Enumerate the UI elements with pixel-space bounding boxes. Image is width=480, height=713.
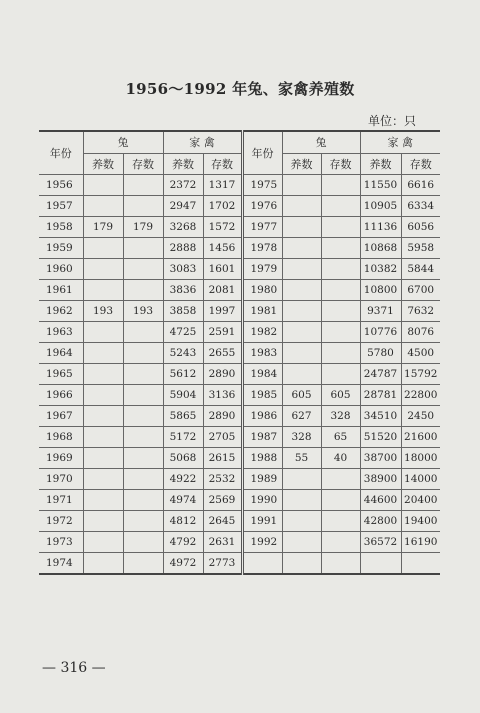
poultry-raise-cell: 28781 xyxy=(360,385,401,406)
poultry-stock-cell: 5844 xyxy=(401,259,440,280)
poultry-raise-cell: 44600 xyxy=(360,490,401,511)
year-cell: 1956 xyxy=(39,175,83,196)
rabbit-stock-cell xyxy=(123,385,163,406)
year-cell: 1969 xyxy=(39,448,83,469)
rabbit-stock-cell xyxy=(123,343,163,364)
header-year: 年份 xyxy=(39,131,83,175)
rabbit-raise-cell xyxy=(83,196,123,217)
poultry-raise-cell: 38700 xyxy=(360,448,401,469)
rabbit-raise-cell xyxy=(282,322,321,343)
rabbit-raise-cell xyxy=(83,343,123,364)
year-cell: 1976 xyxy=(242,196,282,217)
poultry-raise-cell: 51520 xyxy=(360,427,401,448)
poultry-stock-cell: 2450 xyxy=(401,406,440,427)
year-cell: 1960 xyxy=(39,259,83,280)
rabbit-stock-cell xyxy=(321,196,360,217)
table-row xyxy=(39,322,440,343)
rabbit-raise-cell xyxy=(282,196,321,217)
year-cell: 1992 xyxy=(242,532,282,553)
table-row xyxy=(39,385,440,406)
header-raise: 养数 xyxy=(282,153,321,175)
page-number: — 316 — xyxy=(42,660,106,676)
poultry-stock-cell: 1572 xyxy=(203,217,242,238)
poultry-stock-cell: 2655 xyxy=(203,343,242,364)
rabbit-raise-cell: 55 xyxy=(282,448,321,469)
poultry-stock-cell: 2569 xyxy=(203,490,242,511)
rabbit-raise-cell xyxy=(282,343,321,364)
header-poultry: 家 禽 xyxy=(360,131,440,153)
poultry-raise-cell: 10905 xyxy=(360,196,401,217)
poultry-raise-cell: 38900 xyxy=(360,469,401,490)
poultry-raise-cell: 3836 xyxy=(163,280,203,301)
unit-label: 单位：只 xyxy=(368,114,417,128)
table-row xyxy=(39,343,440,364)
poultry-raise-cell: 5243 xyxy=(163,343,203,364)
year-cell: 1981 xyxy=(242,301,282,322)
rabbit-raise-cell xyxy=(282,532,321,553)
year-cell: 1977 xyxy=(242,217,282,238)
poultry-stock-cell: 2591 xyxy=(203,322,242,343)
rabbit-raise-cell xyxy=(83,511,123,532)
table-body xyxy=(39,175,440,575)
poultry-raise-cell: 42800 xyxy=(360,511,401,532)
rabbit-stock-cell: 193 xyxy=(123,301,163,322)
year-cell: 1989 xyxy=(242,469,282,490)
poultry-raise-cell: 4792 xyxy=(163,532,203,553)
header-rabbit: 兔 xyxy=(282,131,360,153)
poultry-stock-cell: 6334 xyxy=(401,196,440,217)
poultry-stock-cell: 1702 xyxy=(203,196,242,217)
poultry-stock-cell: 2532 xyxy=(203,469,242,490)
table-row xyxy=(39,406,440,427)
poultry-stock-cell xyxy=(401,553,440,575)
poultry-stock-cell: 5958 xyxy=(401,238,440,259)
year-cell: 1959 xyxy=(39,238,83,259)
rabbit-stock-cell xyxy=(321,322,360,343)
poultry-raise-cell: 2947 xyxy=(163,196,203,217)
year-cell: 1966 xyxy=(39,385,83,406)
poultry-raise-cell: 2888 xyxy=(163,238,203,259)
header-stock: 存数 xyxy=(401,153,440,175)
rabbit-raise-cell: 605 xyxy=(282,385,321,406)
table-row xyxy=(39,490,440,511)
poultry-stock-cell: 2645 xyxy=(203,511,242,532)
rabbit-stock-cell xyxy=(123,406,163,427)
rabbit-stock-cell: 65 xyxy=(321,427,360,448)
table-row xyxy=(39,280,440,301)
table-row xyxy=(39,238,440,259)
rabbit-stock-cell xyxy=(123,469,163,490)
rabbit-raise-cell xyxy=(83,280,123,301)
poultry-stock-cell: 2705 xyxy=(203,427,242,448)
poultry-raise-cell xyxy=(360,553,401,575)
poultry-stock-cell: 22800 xyxy=(401,385,440,406)
poultry-stock-cell: 2890 xyxy=(203,364,242,385)
rabbit-raise-cell xyxy=(282,217,321,238)
rabbit-stock-cell xyxy=(321,553,360,575)
rabbit-stock-cell xyxy=(123,364,163,385)
poultry-raise-cell: 4974 xyxy=(163,490,203,511)
table-row xyxy=(39,364,440,385)
rabbit-raise-cell xyxy=(83,259,123,280)
poultry-raise-cell: 3858 xyxy=(163,301,203,322)
year-cell: 1967 xyxy=(39,406,83,427)
year-cell: 1972 xyxy=(39,511,83,532)
rabbit-raise-cell xyxy=(282,469,321,490)
year-cell: 1965 xyxy=(39,364,83,385)
poultry-raise-cell: 10776 xyxy=(360,322,401,343)
page-title: 1956～1992 年兔、家禽养殖数 xyxy=(125,80,355,98)
rabbit-stock-cell: 40 xyxy=(321,448,360,469)
year-cell: 1963 xyxy=(39,322,83,343)
poultry-raise-cell: 5068 xyxy=(163,448,203,469)
poultry-raise-cell: 2372 xyxy=(163,175,203,196)
rabbit-stock-cell xyxy=(321,238,360,259)
rabbit-stock-cell xyxy=(321,175,360,196)
poultry-raise-cell: 34510 xyxy=(360,406,401,427)
rabbit-raise-cell xyxy=(282,301,321,322)
rabbit-stock-cell xyxy=(321,301,360,322)
rabbit-raise-cell xyxy=(282,511,321,532)
year-cell: 1990 xyxy=(242,490,282,511)
rabbit-stock-cell xyxy=(123,238,163,259)
rabbit-stock-cell xyxy=(321,280,360,301)
poultry-raise-cell: 11550 xyxy=(360,175,401,196)
header-raise: 养数 xyxy=(83,153,123,175)
poultry-stock-cell: 2081 xyxy=(203,280,242,301)
rabbit-raise-cell: 328 xyxy=(282,427,321,448)
rabbit-raise-cell xyxy=(83,532,123,553)
poultry-stock-cell: 18000 xyxy=(401,448,440,469)
rabbit-raise-cell xyxy=(83,322,123,343)
table-row xyxy=(39,511,440,532)
poultry-stock-cell: 2890 xyxy=(203,406,242,427)
rabbit-stock-cell: 605 xyxy=(321,385,360,406)
rabbit-stock-cell xyxy=(123,448,163,469)
year-cell: 1970 xyxy=(39,469,83,490)
poultry-stock-cell: 16190 xyxy=(401,532,440,553)
rabbit-stock-cell xyxy=(123,532,163,553)
rabbit-raise-cell xyxy=(83,406,123,427)
table-row xyxy=(39,175,440,196)
year-cell: 1968 xyxy=(39,427,83,448)
header-stock: 存数 xyxy=(203,153,242,175)
rabbit-raise-cell xyxy=(83,238,123,259)
poultry-stock-cell: 2773 xyxy=(203,553,242,575)
poultry-raise-cell: 10800 xyxy=(360,280,401,301)
rabbit-stock-cell xyxy=(321,217,360,238)
poultry-stock-cell: 6616 xyxy=(401,175,440,196)
poultry-raise-cell: 5172 xyxy=(163,427,203,448)
rabbit-raise-cell xyxy=(83,175,123,196)
header-stock: 存数 xyxy=(123,153,163,175)
rabbit-stock-cell xyxy=(321,343,360,364)
rabbit-stock-cell xyxy=(123,175,163,196)
rabbit-raise-cell xyxy=(282,238,321,259)
year-cell: 1962 xyxy=(39,301,83,322)
rabbit-raise-cell: 179 xyxy=(83,217,123,238)
poultry-raise-cell: 9371 xyxy=(360,301,401,322)
table-row xyxy=(39,196,440,217)
rabbit-raise-cell xyxy=(83,469,123,490)
table-row xyxy=(39,553,440,575)
rabbit-stock-cell xyxy=(123,322,163,343)
table-row xyxy=(39,448,440,469)
poultry-stock-cell: 3136 xyxy=(203,385,242,406)
poultry-stock-cell: 4500 xyxy=(401,343,440,364)
table-row xyxy=(39,259,440,280)
year-cell: 1975 xyxy=(242,175,282,196)
rabbit-raise-cell: 627 xyxy=(282,406,321,427)
poultry-stock-cell: 1601 xyxy=(203,259,242,280)
poultry-stock-cell: 21600 xyxy=(401,427,440,448)
year-cell: 1988 xyxy=(242,448,282,469)
rabbit-raise-cell xyxy=(282,259,321,280)
year-cell: 1974 xyxy=(39,553,83,575)
header-poultry: 家 禽 xyxy=(163,131,242,153)
livestock-table xyxy=(39,130,440,575)
rabbit-raise-cell xyxy=(83,490,123,511)
rabbit-raise-cell xyxy=(83,385,123,406)
rabbit-stock-cell xyxy=(123,196,163,217)
header-rabbit: 兔 xyxy=(83,131,163,153)
year-cell: 1983 xyxy=(242,343,282,364)
rabbit-raise-cell xyxy=(83,364,123,385)
poultry-stock-cell: 19400 xyxy=(401,511,440,532)
rabbit-raise-cell xyxy=(282,490,321,511)
poultry-raise-cell: 4922 xyxy=(163,469,203,490)
poultry-stock-cell: 2615 xyxy=(203,448,242,469)
poultry-raise-cell: 3083 xyxy=(163,259,203,280)
year-cell: 1961 xyxy=(39,280,83,301)
poultry-stock-cell: 20400 xyxy=(401,490,440,511)
year-cell: 1971 xyxy=(39,490,83,511)
header-stock: 存数 xyxy=(321,153,360,175)
rabbit-raise-cell xyxy=(282,553,321,575)
rabbit-stock-cell: 179 xyxy=(123,217,163,238)
poultry-raise-cell: 10382 xyxy=(360,259,401,280)
year-cell: 1973 xyxy=(39,532,83,553)
rabbit-raise-cell xyxy=(83,448,123,469)
table-row xyxy=(39,427,440,448)
year-cell: 1985 xyxy=(242,385,282,406)
rabbit-raise-cell xyxy=(282,280,321,301)
poultry-raise-cell: 4972 xyxy=(163,553,203,575)
year-cell: 1979 xyxy=(242,259,282,280)
poultry-stock-cell: 6056 xyxy=(401,217,440,238)
poultry-raise-cell: 4725 xyxy=(163,322,203,343)
rabbit-stock-cell xyxy=(321,511,360,532)
rabbit-stock-cell xyxy=(123,490,163,511)
poultry-stock-cell: 8076 xyxy=(401,322,440,343)
rabbit-stock-cell xyxy=(321,364,360,385)
rabbit-stock-cell: 328 xyxy=(321,406,360,427)
year-cell: 1991 xyxy=(242,511,282,532)
rabbit-stock-cell xyxy=(123,259,163,280)
rabbit-stock-cell xyxy=(321,469,360,490)
year-cell: 1987 xyxy=(242,427,282,448)
header-year: 年份 xyxy=(242,131,282,175)
rabbit-stock-cell xyxy=(321,490,360,511)
rabbit-raise-cell: 193 xyxy=(83,301,123,322)
year-cell: 1986 xyxy=(242,406,282,427)
year-cell xyxy=(242,553,282,575)
poultry-raise-cell: 5865 xyxy=(163,406,203,427)
poultry-raise-cell: 11136 xyxy=(360,217,401,238)
rabbit-stock-cell xyxy=(123,427,163,448)
table-row xyxy=(39,301,440,322)
poultry-stock-cell: 15792 xyxy=(401,364,440,385)
poultry-raise-cell: 5612 xyxy=(163,364,203,385)
rabbit-raise-cell xyxy=(282,364,321,385)
year-cell: 1964 xyxy=(39,343,83,364)
table-row xyxy=(39,532,440,553)
poultry-stock-cell: 6700 xyxy=(401,280,440,301)
rabbit-stock-cell xyxy=(123,511,163,532)
year-cell: 1958 xyxy=(39,217,83,238)
poultry-raise-cell: 3268 xyxy=(163,217,203,238)
poultry-stock-cell: 1997 xyxy=(203,301,242,322)
header-raise: 养数 xyxy=(163,153,203,175)
poultry-stock-cell: 14000 xyxy=(401,469,440,490)
year-cell: 1957 xyxy=(39,196,83,217)
poultry-stock-cell: 1456 xyxy=(203,238,242,259)
year-cell: 1978 xyxy=(242,238,282,259)
poultry-stock-cell: 1317 xyxy=(203,175,242,196)
poultry-raise-cell: 5780 xyxy=(360,343,401,364)
year-cell: 1984 xyxy=(242,364,282,385)
year-cell: 1980 xyxy=(242,280,282,301)
table-row xyxy=(39,217,440,238)
rabbit-raise-cell xyxy=(282,175,321,196)
poultry-raise-cell: 5904 xyxy=(163,385,203,406)
rabbit-stock-cell xyxy=(123,553,163,575)
poultry-stock-cell: 7632 xyxy=(401,301,440,322)
poultry-raise-cell: 4812 xyxy=(163,511,203,532)
rabbit-raise-cell xyxy=(83,427,123,448)
poultry-stock-cell: 2631 xyxy=(203,532,242,553)
table-row xyxy=(39,469,440,490)
header-raise: 养数 xyxy=(360,153,401,175)
poultry-raise-cell: 24787 xyxy=(360,364,401,385)
rabbit-raise-cell xyxy=(83,553,123,575)
rabbit-stock-cell xyxy=(321,532,360,553)
rabbit-stock-cell xyxy=(321,259,360,280)
rabbit-stock-cell xyxy=(123,280,163,301)
poultry-raise-cell: 36572 xyxy=(360,532,401,553)
poultry-raise-cell: 10868 xyxy=(360,238,401,259)
year-cell: 1982 xyxy=(242,322,282,343)
